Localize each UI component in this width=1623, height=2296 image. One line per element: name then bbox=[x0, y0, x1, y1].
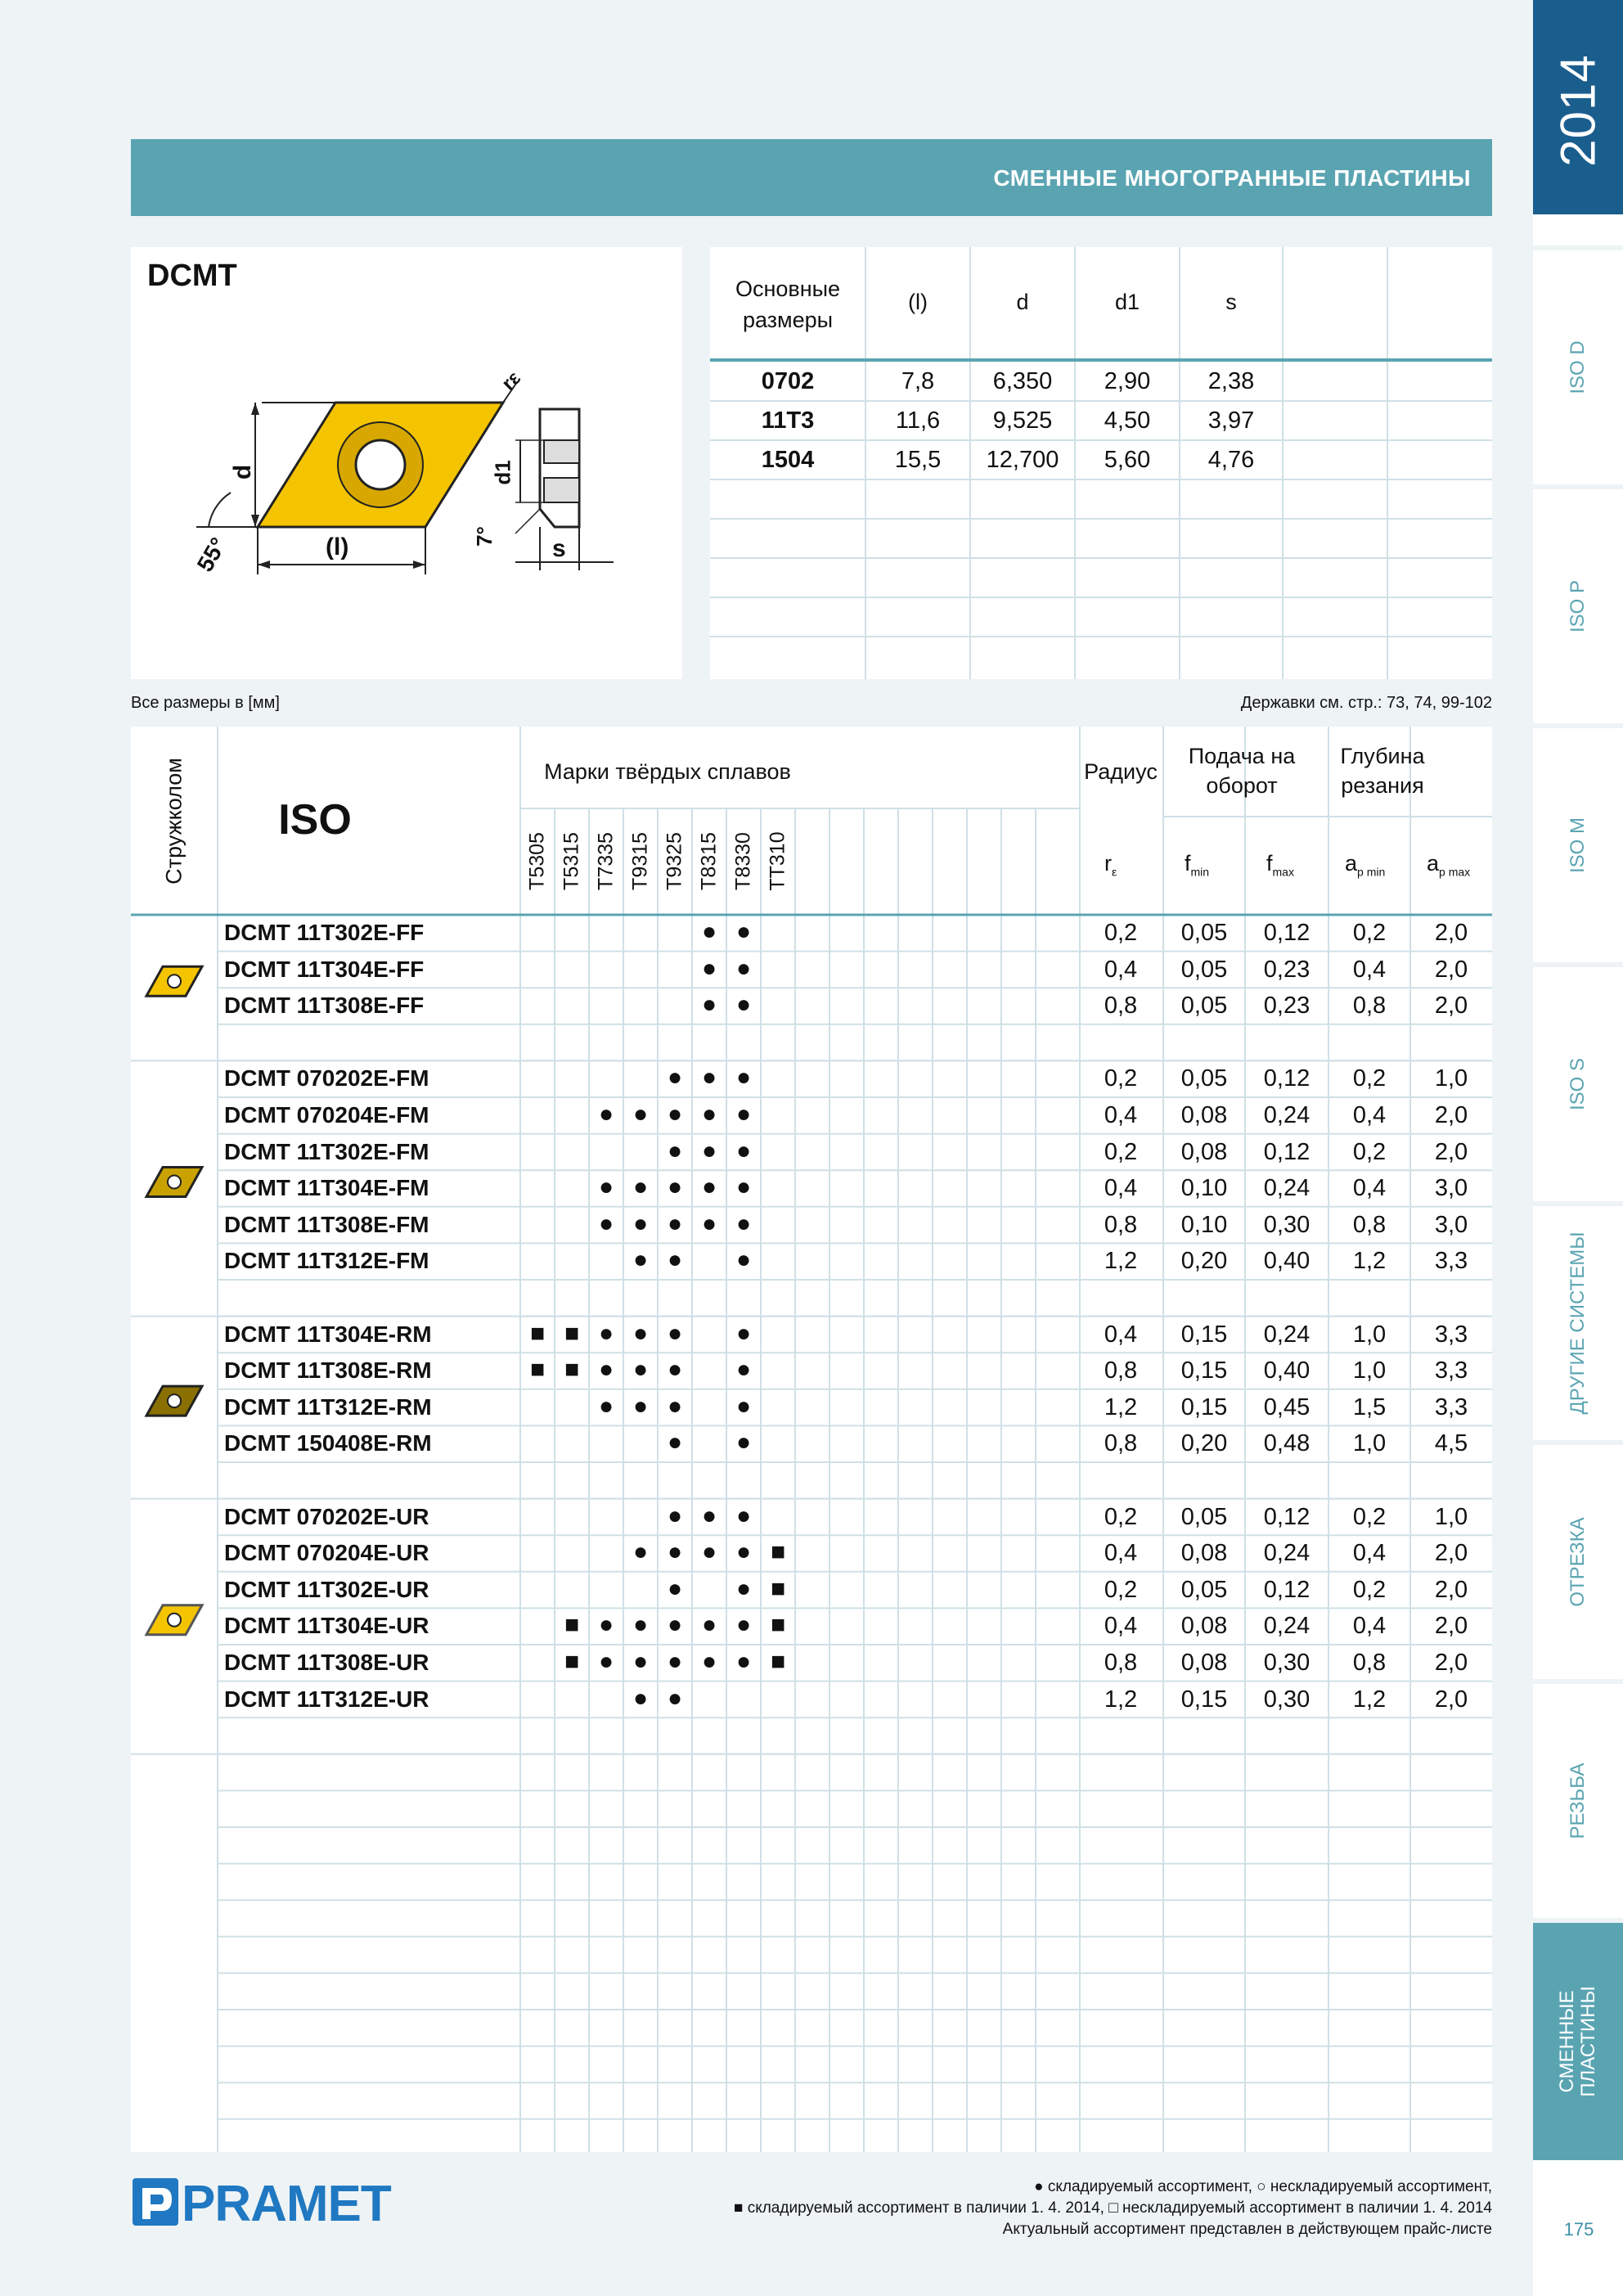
stock-dot-mark: ● bbox=[632, 1684, 649, 1712]
value-cell: 0,40 bbox=[1263, 1357, 1311, 1384]
value-cell: 3,3 bbox=[1434, 1393, 1468, 1420]
value-cell: 0,4 bbox=[1352, 1540, 1387, 1567]
stock-dot-mark: ● bbox=[632, 1101, 649, 1128]
stock-dot-mark: ● bbox=[667, 1064, 683, 1092]
insert-name: DCMT 150408E-RM bbox=[224, 1430, 432, 1456]
grade-header-t7335: T7335 bbox=[594, 832, 618, 890]
dimensions-table bbox=[710, 247, 1492, 679]
value-cell: 1,0 bbox=[1352, 1321, 1387, 1348]
value-cell: 0,40 bbox=[1263, 1248, 1311, 1275]
value-cell: 0,45 bbox=[1263, 1393, 1311, 1420]
value-cell: 0,4 bbox=[1104, 1540, 1138, 1567]
value-cell: 0,15 bbox=[1180, 1357, 1228, 1384]
stock-dot-mark: ● bbox=[632, 1611, 649, 1639]
stock-dot-mark: ● bbox=[667, 1684, 683, 1712]
grade-header-t5305: T5305 bbox=[525, 832, 549, 890]
stock-dot-mark: ● bbox=[735, 1319, 752, 1347]
insert-hole-icon bbox=[168, 1394, 181, 1407]
dims-header: (l) bbox=[908, 290, 928, 314]
tab-label: ISO M bbox=[1567, 817, 1589, 874]
value-cell: 0,2 bbox=[1352, 1065, 1387, 1092]
stock-dot-mark: ● bbox=[735, 1246, 752, 1274]
logo-text: PRAMET bbox=[182, 2176, 391, 2232]
value-cell: 0,05 bbox=[1180, 993, 1228, 1020]
value-cell: 0,4 bbox=[1104, 1102, 1138, 1128]
stock-dot-mark: ● bbox=[701, 1209, 717, 1237]
value-cell: 1,2 bbox=[1352, 1248, 1387, 1275]
stock-dot-mark: ● bbox=[701, 1137, 717, 1164]
dims-cell: 2,38 bbox=[1207, 368, 1255, 394]
value-cell: 2,0 bbox=[1434, 1613, 1468, 1640]
tab-label: СМЕННЫЕ ПЛАСТИНЫ bbox=[1556, 1986, 1599, 2097]
col-feed: Подача на оборот bbox=[1188, 744, 1296, 798]
value-cell: 0,8 bbox=[1104, 1357, 1138, 1384]
value-cell: 0,30 bbox=[1263, 1686, 1311, 1713]
value-cell: 2,0 bbox=[1434, 1102, 1468, 1128]
col-radius: Радиус bbox=[1084, 759, 1158, 784]
stock-dot-mark: ● bbox=[701, 1101, 717, 1128]
value-cell: 1,0 bbox=[1352, 1357, 1387, 1384]
col-depth: Глубина резания bbox=[1340, 744, 1425, 798]
insert-name: DCMT 11T304E-RM bbox=[224, 1321, 432, 1347]
dims-cell: 7,8 bbox=[901, 368, 935, 394]
stock-dot-mark: ● bbox=[735, 954, 752, 982]
tab-label: ISO S bbox=[1567, 1057, 1589, 1111]
value-cell: 0,05 bbox=[1180, 956, 1228, 983]
stock-dot-mark: ● bbox=[735, 1429, 752, 1456]
stock-dot-mark: ● bbox=[667, 1574, 683, 1602]
dim-d1-label: d1 bbox=[490, 460, 515, 485]
value-cell: 1,0 bbox=[1434, 1065, 1468, 1092]
insert-name: DCMT 11T312E-FM bbox=[224, 1248, 429, 1274]
dims-cell: 2,90 bbox=[1104, 368, 1151, 394]
value-cell: 3,3 bbox=[1434, 1248, 1468, 1275]
dims-header: Основные размеры bbox=[735, 277, 841, 332]
insert-name: DCMT 11T302E-UR bbox=[224, 1576, 429, 1602]
stock-dot-mark: ● bbox=[632, 1392, 649, 1420]
stock-square-mark: ■ bbox=[529, 1319, 546, 1347]
stock-dot-mark: ● bbox=[735, 1611, 752, 1639]
value-cell: 0,05 bbox=[1180, 920, 1228, 946]
insert-name: DCMT 070202E-UR bbox=[224, 1503, 429, 1529]
value-cell: 0,4 bbox=[1104, 1175, 1138, 1202]
grade-header-tt310: TT310 bbox=[766, 831, 789, 891]
insert-code: DCMT bbox=[147, 259, 237, 293]
stock-dot-mark: ● bbox=[632, 1209, 649, 1237]
insert-hole-icon bbox=[168, 975, 181, 988]
value-cell: 3,0 bbox=[1434, 1175, 1468, 1202]
stock-dot-mark: ● bbox=[598, 1209, 614, 1237]
stock-dot-mark: ● bbox=[701, 1648, 717, 1675]
tab-label: ISO D bbox=[1567, 340, 1589, 394]
value-cell: 0,15 bbox=[1180, 1393, 1228, 1420]
value-cell: 0,15 bbox=[1180, 1321, 1228, 1348]
stock-square-mark: ■ bbox=[564, 1648, 580, 1675]
grade-header-t9315: T9315 bbox=[628, 832, 652, 890]
tab-label: РЕЗЬБА bbox=[1567, 1763, 1589, 1839]
legend-line-3: Актуальный ассортимент представлен в действующем прайс-листе bbox=[1002, 2221, 1492, 2238]
dim-d-label: d bbox=[229, 464, 257, 480]
stock-dot-mark: ● bbox=[598, 1319, 614, 1347]
value-cell: 0,20 bbox=[1180, 1430, 1228, 1457]
stock-dot-mark: ● bbox=[667, 1538, 683, 1566]
stock-dot-mark: ● bbox=[701, 1173, 717, 1201]
value-cell: 1,2 bbox=[1352, 1686, 1387, 1713]
value-cell: 0,12 bbox=[1263, 1576, 1311, 1603]
dims-cell: 9,525 bbox=[992, 407, 1053, 434]
stock-square-mark: ■ bbox=[770, 1538, 786, 1566]
value-cell: 0,08 bbox=[1180, 1613, 1228, 1640]
value-cell: 0,30 bbox=[1263, 1650, 1311, 1676]
value-cell: 0,08 bbox=[1180, 1102, 1228, 1128]
stock-square-mark: ■ bbox=[529, 1356, 546, 1384]
stock-square-mark: ■ bbox=[564, 1356, 580, 1384]
value-cell: 2,0 bbox=[1434, 993, 1468, 1020]
units-note: Все размеры в [мм] bbox=[131, 694, 280, 712]
value-cell: 2,0 bbox=[1434, 1138, 1468, 1165]
tab-label: ДРУГИЕ СИСТЕМЫ bbox=[1567, 1231, 1589, 1415]
stock-dot-mark: ● bbox=[735, 1173, 752, 1201]
value-cell: 1,0 bbox=[1352, 1430, 1387, 1457]
value-cell: 4,5 bbox=[1434, 1430, 1468, 1457]
insert-name: DCMT 070204E-UR bbox=[224, 1540, 429, 1566]
stock-dot-mark: ● bbox=[701, 991, 717, 1019]
value-cell: 3,0 bbox=[1434, 1211, 1468, 1238]
sub-r: $r_\varepsilon$ bbox=[1104, 851, 1117, 879]
dims-cell: 4,50 bbox=[1104, 407, 1151, 434]
value-cell: 3,3 bbox=[1434, 1321, 1468, 1348]
stock-dot-mark: ● bbox=[632, 1246, 649, 1274]
value-cell: 0,8 bbox=[1352, 1650, 1387, 1676]
dims-cell: 5,60 bbox=[1104, 447, 1151, 473]
insert-name: DCMT 11T304E-FM bbox=[224, 1175, 429, 1201]
value-cell: 0,4 bbox=[1104, 1613, 1138, 1640]
value-cell: 0,2 bbox=[1104, 1065, 1138, 1092]
value-cell: 2,0 bbox=[1434, 1686, 1468, 1713]
value-cell: 0,4 bbox=[1352, 1102, 1387, 1128]
inserts-table bbox=[131, 727, 1492, 2152]
stock-dot-mark: ● bbox=[735, 1574, 752, 1602]
value-cell: 0,30 bbox=[1263, 1211, 1311, 1238]
value-cell: 0,12 bbox=[1263, 1065, 1311, 1092]
dims-cell: 15,5 bbox=[894, 447, 942, 473]
grade-header-t8315: T8315 bbox=[697, 832, 721, 890]
stock-square-mark: ■ bbox=[770, 1648, 786, 1675]
insert-hole-icon bbox=[168, 1614, 181, 1627]
dims-header: s bbox=[1225, 290, 1237, 314]
stock-dot-mark: ● bbox=[667, 1501, 683, 1529]
value-cell: 1,2 bbox=[1104, 1686, 1138, 1713]
insert-name: DCMT 11T304E-UR bbox=[224, 1613, 429, 1639]
clearance-angle-label: 7° bbox=[471, 526, 497, 547]
stock-dot-mark: ● bbox=[667, 1356, 683, 1384]
section-header bbox=[131, 139, 1492, 216]
year-label: 2014 bbox=[1550, 54, 1606, 167]
value-cell: 0,24 bbox=[1263, 1321, 1311, 1348]
col-chipbreaker: Стружколом bbox=[161, 758, 187, 885]
value-cell: 0,2 bbox=[1104, 1503, 1138, 1530]
stock-dot-mark: ● bbox=[735, 918, 752, 945]
stock-dot-mark: ● bbox=[632, 1319, 649, 1347]
dims-cell: 12,700 bbox=[986, 447, 1059, 473]
stock-dot-mark: ● bbox=[701, 954, 717, 982]
value-cell: 2,0 bbox=[1434, 1540, 1468, 1567]
insert-name: DCMT 11T312E-RM bbox=[224, 1393, 432, 1420]
value-cell: 2,0 bbox=[1434, 956, 1468, 983]
insert-name: DCMT 11T308E-FM bbox=[224, 1211, 429, 1237]
insert-name: DCMT 11T304E-FF bbox=[224, 956, 425, 982]
stock-dot-mark: ● bbox=[598, 1648, 614, 1675]
stock-dot-mark: ● bbox=[735, 1648, 752, 1675]
value-cell: 0,8 bbox=[1352, 1211, 1387, 1238]
angle-label: 55° bbox=[191, 533, 232, 576]
value-cell: 0,48 bbox=[1263, 1430, 1311, 1457]
stock-dot-mark: ● bbox=[667, 1392, 683, 1420]
stock-dot-mark: ● bbox=[701, 1064, 717, 1092]
value-cell: 0,23 bbox=[1263, 956, 1311, 983]
value-cell: 2,0 bbox=[1434, 1576, 1468, 1603]
value-cell: 0,8 bbox=[1352, 993, 1387, 1020]
stock-dot-mark: ● bbox=[632, 1648, 649, 1675]
value-cell: 0,8 bbox=[1104, 1430, 1138, 1457]
stock-square-mark: ■ bbox=[564, 1611, 580, 1639]
value-cell: 1,5 bbox=[1352, 1393, 1387, 1420]
insert-drawing bbox=[131, 247, 682, 679]
stock-dot-mark: ● bbox=[735, 1101, 752, 1128]
tab-label: ISO P bbox=[1567, 579, 1589, 633]
tab-threading[interactable] bbox=[1533, 1679, 1623, 1918]
sub-fmin: $f_{min}$ bbox=[1185, 851, 1210, 879]
value-cell: 0,12 bbox=[1263, 920, 1311, 946]
stock-dot-mark: ● bbox=[735, 1501, 752, 1529]
tab-parting[interactable] bbox=[1533, 1440, 1623, 1679]
value-cell: 0,08 bbox=[1180, 1138, 1228, 1165]
section-title: СМЕННЫЕ МНОГОГРАННЫЕ ПЛАСТИНЫ bbox=[993, 165, 1471, 191]
tab-iso-m[interactable] bbox=[1533, 723, 1623, 962]
stock-dot-mark: ● bbox=[667, 1137, 683, 1164]
stock-dot-mark: ● bbox=[667, 1319, 683, 1347]
tab-iso-s[interactable] bbox=[1533, 962, 1623, 1201]
value-cell: 0,12 bbox=[1263, 1503, 1311, 1530]
stock-dot-mark: ● bbox=[598, 1101, 614, 1128]
value-cell: 0,4 bbox=[1352, 1175, 1387, 1202]
stock-dot-mark: ● bbox=[632, 1538, 649, 1566]
value-cell: 1,2 bbox=[1104, 1248, 1138, 1275]
value-cell: 0,8 bbox=[1104, 993, 1138, 1020]
stock-dot-mark: ● bbox=[667, 1429, 683, 1456]
stock-dot-mark: ● bbox=[667, 1173, 683, 1201]
dim-s-label: s bbox=[552, 535, 566, 562]
value-cell: 0,05 bbox=[1180, 1503, 1228, 1530]
value-cell: 0,05 bbox=[1180, 1065, 1228, 1092]
dims-size-code: 1504 bbox=[761, 447, 815, 473]
stock-dot-mark: ● bbox=[598, 1356, 614, 1384]
value-cell: 0,2 bbox=[1352, 1503, 1387, 1530]
stock-dot-mark: ● bbox=[632, 1356, 649, 1384]
value-cell: 0,15 bbox=[1180, 1686, 1228, 1713]
insert-name: DCMT 11T308E-RM bbox=[224, 1357, 432, 1384]
insert-name: DCMT 11T302E-FM bbox=[224, 1138, 429, 1164]
value-cell: 0,20 bbox=[1180, 1248, 1228, 1275]
col-iso: ISO bbox=[278, 796, 352, 844]
insert-name: DCMT 11T302E-FF bbox=[224, 920, 425, 945]
stock-dot-mark: ● bbox=[667, 1611, 683, 1639]
value-cell: 2,0 bbox=[1434, 920, 1468, 946]
value-cell: 0,2 bbox=[1352, 920, 1387, 946]
stock-square-mark: ■ bbox=[564, 1319, 580, 1347]
stock-dot-mark: ● bbox=[667, 1648, 683, 1675]
grade-header-t8330: T8330 bbox=[731, 832, 755, 890]
value-cell: 0,24 bbox=[1263, 1540, 1311, 1567]
dims-cell: 6,350 bbox=[992, 368, 1053, 394]
insert-name: DCMT 070204E-FM bbox=[224, 1102, 429, 1128]
dims-cell: 11,6 bbox=[895, 407, 941, 434]
tab-other-systems[interactable] bbox=[1533, 1201, 1623, 1440]
dim-r-label: rε bbox=[497, 367, 525, 395]
stock-dot-mark: ● bbox=[735, 1064, 752, 1092]
stock-dot-mark: ● bbox=[667, 1101, 683, 1128]
tab-inserts[interactable] bbox=[1533, 1918, 1623, 2160]
stock-dot-mark: ● bbox=[701, 1501, 717, 1529]
insert-drawing-panel bbox=[131, 247, 682, 679]
stock-dot-mark: ● bbox=[735, 1356, 752, 1384]
page-number: 175 bbox=[1563, 2219, 1594, 2240]
dim-l-label: (l) bbox=[326, 533, 349, 560]
tab-iso-p[interactable] bbox=[1533, 484, 1623, 723]
value-cell: 0,2 bbox=[1104, 1138, 1138, 1165]
stock-dot-mark: ● bbox=[735, 1209, 752, 1237]
value-cell: 0,05 bbox=[1180, 1576, 1228, 1603]
year-tab[interactable] bbox=[1533, 0, 1623, 214]
value-cell: 0,24 bbox=[1263, 1613, 1311, 1640]
stock-dot-mark: ● bbox=[598, 1392, 614, 1420]
sub-apmax: $a_{p max}$ bbox=[1427, 851, 1471, 879]
value-cell: 0,4 bbox=[1104, 1321, 1138, 1348]
value-cell: 0,2 bbox=[1104, 1576, 1138, 1603]
value-cell: 0,24 bbox=[1263, 1102, 1311, 1128]
value-cell: 1,0 bbox=[1434, 1503, 1468, 1530]
value-cell: 2,0 bbox=[1434, 1650, 1468, 1676]
value-cell: 0,12 bbox=[1263, 1138, 1311, 1165]
value-cell: 0,08 bbox=[1180, 1650, 1228, 1676]
value-cell: 0,8 bbox=[1104, 1211, 1138, 1238]
value-cell: 0,10 bbox=[1180, 1211, 1228, 1238]
dims-size-code: 0702 bbox=[761, 368, 815, 394]
sub-fmax: $f_{max}$ bbox=[1266, 851, 1294, 879]
dims-header: d bbox=[1016, 290, 1029, 314]
dims-header: d1 bbox=[1114, 290, 1140, 314]
grades-title: Марки твёрдых сплавов bbox=[544, 759, 791, 784]
legend-line-2: ■ складируемый ассортимент в паличии 1. 4. 2014, □ нескладируемый ассортимент в паличии 1. 4. 2014 bbox=[733, 2199, 1492, 2217]
stock-dot-mark: ● bbox=[667, 1246, 683, 1274]
value-cell: 0,4 bbox=[1104, 956, 1138, 983]
value-cell: 0,2 bbox=[1352, 1138, 1387, 1165]
stock-dot-mark: ● bbox=[735, 1137, 752, 1164]
insert-name: DCMT 070202E-FM bbox=[224, 1065, 429, 1092]
sub-apmin: $a_{p min}$ bbox=[1345, 851, 1386, 879]
stock-dot-mark: ● bbox=[701, 1611, 717, 1639]
value-cell: 0,08 bbox=[1180, 1540, 1228, 1567]
value-cell: 0,2 bbox=[1104, 920, 1138, 946]
insert-hole-icon bbox=[168, 1176, 181, 1189]
stock-dot-mark: ● bbox=[735, 1538, 752, 1566]
value-cell: 0,10 bbox=[1180, 1175, 1228, 1202]
value-cell: 0,23 bbox=[1263, 993, 1311, 1020]
value-cell: 0,2 bbox=[1352, 1576, 1387, 1603]
value-cell: 0,4 bbox=[1352, 956, 1387, 983]
value-cell: 0,8 bbox=[1104, 1650, 1138, 1676]
tab-label: ОТРЕЗКА bbox=[1567, 1517, 1589, 1607]
value-cell: 0,4 bbox=[1352, 1613, 1387, 1640]
dims-cell: 4,76 bbox=[1207, 447, 1255, 473]
stock-dot-mark: ● bbox=[667, 1209, 683, 1237]
insert-name: DCMT 11T308E-FF bbox=[224, 993, 425, 1019]
grade-header-t5315: T5315 bbox=[560, 832, 583, 890]
stock-dot-mark: ● bbox=[735, 991, 752, 1019]
stock-square-mark: ■ bbox=[770, 1611, 786, 1639]
stock-square-mark: ■ bbox=[770, 1574, 786, 1602]
grade-header-t9325: T9325 bbox=[663, 832, 686, 890]
holders-note: Державки см. стр.: 73, 74, 99-102 bbox=[1240, 694, 1492, 712]
dims-cell: 3,97 bbox=[1207, 407, 1255, 434]
stock-dot-mark: ● bbox=[701, 918, 717, 945]
pramet-logo-icon bbox=[131, 2177, 180, 2229]
legend-line-1: ● складируемый ассортимент, ○ нескладируемый ассортимент, bbox=[1034, 2178, 1492, 2195]
stock-dot-mark: ● bbox=[598, 1173, 614, 1201]
stock-dot-mark: ● bbox=[701, 1538, 717, 1566]
stock-dot-mark: ● bbox=[735, 1392, 752, 1420]
value-cell: 1,2 bbox=[1104, 1393, 1138, 1420]
tab-iso-d[interactable] bbox=[1533, 245, 1623, 484]
value-cell: 3,3 bbox=[1434, 1357, 1468, 1384]
stock-dot-mark: ● bbox=[598, 1611, 614, 1639]
insert-name: DCMT 11T308E-UR bbox=[224, 1650, 429, 1675]
value-cell: 0,24 bbox=[1263, 1175, 1311, 1202]
stock-dot-mark: ● bbox=[632, 1173, 649, 1201]
insert-name: DCMT 11T312E-UR bbox=[224, 1686, 429, 1712]
dims-size-code: 11T3 bbox=[761, 407, 815, 434]
